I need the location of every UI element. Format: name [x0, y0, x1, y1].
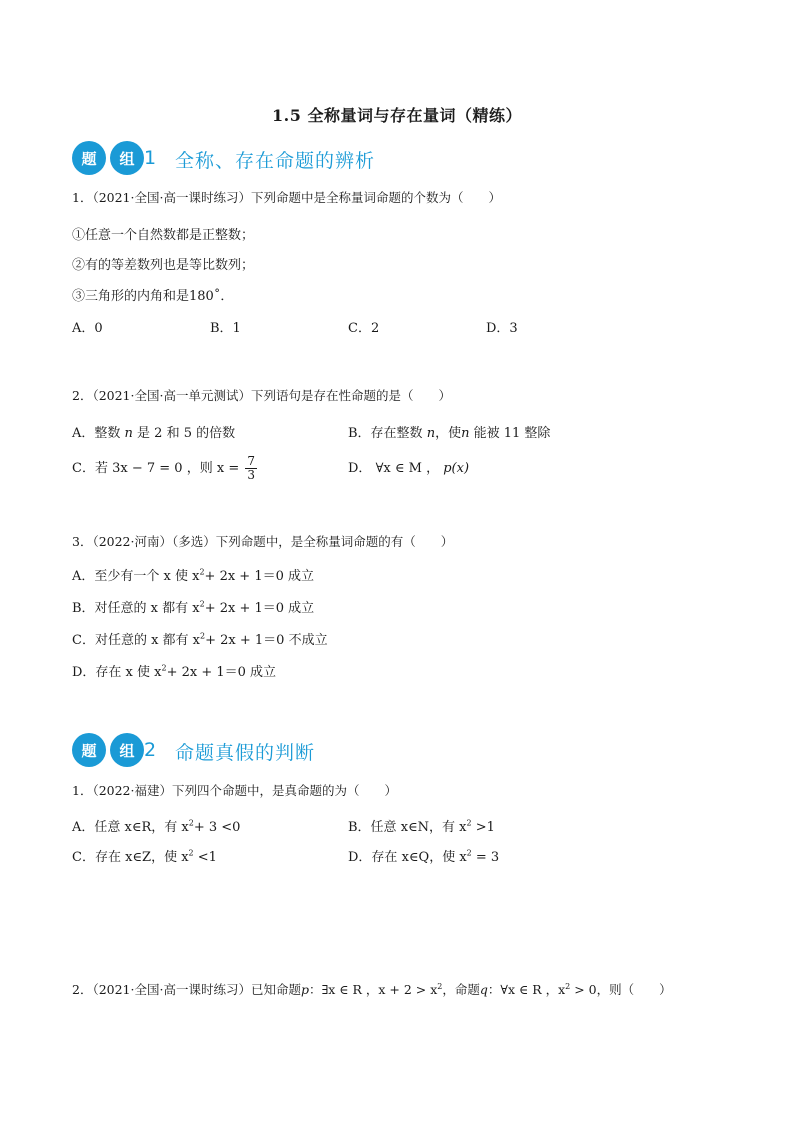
option-a: A．任意 x∈R，有 $x^2+ 3 <0$	[72, 818, 241, 835]
option-b: B．1	[210, 321, 241, 336]
question-stem: 1．（2022·福建）下列四个命题中，是真命题的为（ ）	[72, 783, 397, 798]
option-a: A．整数 n 是 2 和 5 的倍数	[72, 426, 236, 441]
group-badge-ti: 题	[72, 733, 106, 767]
group-2-header	[72, 733, 472, 769]
option-c: C．存在 x∈Z，使 $x^2 <1$	[72, 848, 217, 865]
option-b: B．存在整数 n，使n 能被 11 整除	[348, 426, 551, 441]
group-title: 全称、存在命题的辨析	[175, 150, 376, 172]
group-number: 1	[144, 147, 157, 169]
option-a: A．0	[72, 321, 103, 336]
group-1-header	[72, 141, 472, 177]
fraction: $\frac{7}{3}$	[247, 454, 255, 482]
option-d: D．3	[486, 321, 518, 336]
option-d: D．存在 x 使 $x^2+ 2x + 1=0$ 成立	[72, 663, 277, 680]
page-title: 1.5 全称量词与存在量词（精练）	[272, 106, 522, 125]
question-stem: 3．（2022·河南）（多选）下列命题中，是全称量词命题的有（ ）	[72, 534, 454, 549]
option-c: C．对任意的 x 都有 $x^2+ 2x + 1=0$ 不成立	[72, 631, 328, 648]
question-stem: 2．（2021·全国·高一课时练习）已知命题p：∃x ∈ R ，$x + 2 > x^2$，命题q：∀x ∈ R ，$x^2 > 0$，则（ ）	[72, 981, 672, 997]
group-title: 命题真假的判断	[175, 742, 316, 764]
option-d: D．存在 x∈Q，使 $x^2 = 3$	[348, 848, 500, 865]
option-d: D． ∀x ∈ M ， p(x)	[348, 461, 470, 476]
group-badge-zu: 组	[110, 733, 144, 767]
option-b: B．任意 x∈N，有 $x^2 >1$	[348, 818, 495, 835]
option-a: A．至少有一个 x 使 $x^2+ 2x + 1=0$ 成立	[72, 567, 315, 584]
statement-3: ③三角形的内角和是180˚．	[72, 289, 234, 304]
question-stem: 2．（2021·全国·高一单元测试）下列语句是存在性命题的是（ ）	[72, 388, 451, 403]
statement-1: ①任意一个自然数都是正整数；	[72, 228, 255, 243]
question-stem: 1．（2021·全国·高一课时练习）下列命题中是全称量词命题的个数为（ ）	[72, 190, 501, 205]
option-c: C．若 3x − 7 = 0 ，则 x = $\frac{7}{3}$	[72, 454, 255, 482]
option-b: B．对任意的 x 都有 $x^2+ 2x + 1=0$ 成立	[72, 599, 315, 616]
group-badge-zu: 组	[110, 141, 144, 175]
option-c: C．2	[348, 321, 380, 336]
statement-2: ②有的等差数列也是等比数列；	[72, 258, 255, 273]
group-number: 2	[144, 739, 157, 761]
group-badge-ti: 题	[72, 141, 106, 175]
